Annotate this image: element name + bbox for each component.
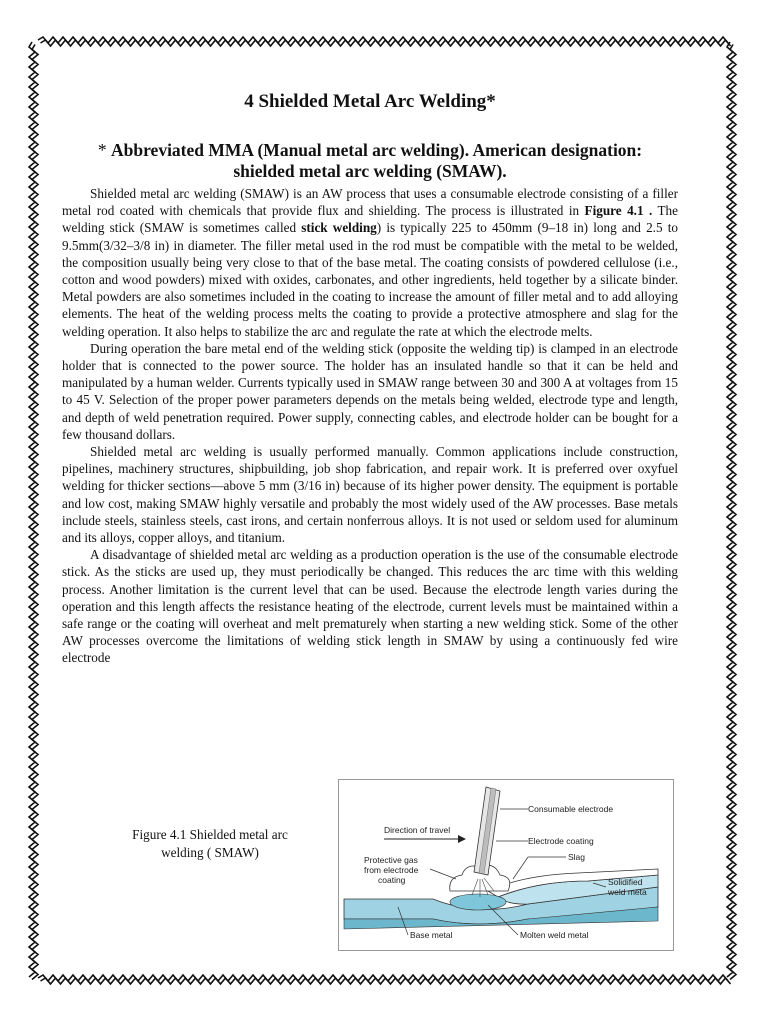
figure-caption-line-1: Figure 4.1 Shielded metal arc — [132, 827, 288, 842]
border-right — [727, 42, 736, 980]
label-consumable-electrode: Consumable electrode — [528, 804, 614, 814]
label-protective-gas-3: coating — [378, 875, 406, 885]
figure-caption — [105, 826, 315, 862]
paragraph-1-text-a: Shielded metal arc welding (SMAW) is an AW process that uses a consumable electrode consisting of a filler metal rod coated with chemicals that provide flux and shielding. The process is illustrated in — [62, 186, 678, 219]
label-protective-gas-2: from electrode — [364, 865, 419, 875]
paragraph-1-text-d: ) is typically 225 to 450mm (9–18 in) long and 2.5 to 9.5mm(3/32–3/8 in) in diameter. The filler metal used in the rod must be compatible with the metal to be welded, the composition usually being very close to that of the base metal. The coating consists of powdered cellulose (i.e., cotton and wood powders) mixed with oxides, carbonates, and other ingredients, held together by a silicate binder. Metal powders are also sometimes included in the coating to increase the amount of filler metal and to add alloying elements. The heat of the welding process melts the coating to provide a protective atmosphere and slag for the welding operation. It also helps to stabilize the arc and regulate the rate at which the electrode melts. — [62, 220, 678, 339]
label-direction-of-travel: Direction of travel — [384, 825, 451, 835]
label-protective-gas-1: Protective gas — [364, 855, 418, 865]
figure-caption-line-2: welding ( SMAW) — [161, 845, 259, 860]
paragraph-2: During operation the bare metal end of the welding stick (opposite the welding tip) is clamped in an electrode holder that is connected to the power source. The holder has an insulated handle so that it can be held and manipulated by a human welder. Currents typically used in SMAW range between 30 and 300 A at voltages from 15 to 45 V. Selection of the proper power parameters depends on the metals being welded, electrode type and length, and depth of weld penetration required. Power supply, connecting cables, and electrode holder can be bought for a few thousand dollars. — [62, 340, 678, 442]
paragraph-1 — [62, 185, 678, 340]
paragraph-4: A disadvantage of shielded metal arc welding as a production operation is the use of the consumable electrode stick. As the sticks are used up, they must periodically be changed. This reduces the arc time with this welding process. Another limitation is the current level that can be used. Because the electrode length varies during the operation and this length affects the resistance heating of the electrode, current levels must be maintained within a safe range or the coating will overheat and melt prematurely when starting a new welding stick. Some of the other AW processes overcome the limitations of welding stick length in SMAW by using a continuously fed wire electrode — [62, 547, 678, 666]
label-electrode-coating: Electrode coating — [528, 836, 594, 846]
subtitle-star: * — [97, 140, 111, 160]
label-molten-weld-metal: Molten weld metal — [520, 930, 589, 940]
subtitle-line-1: Abbreviated MMA (Manual metal arc welding). American designation: — [111, 140, 643, 160]
paragraph-1-text-c: The welding stick (SMAW is sometimes called — [62, 203, 678, 236]
figure-reference: Figure 4.1 . — [584, 203, 653, 219]
paragraph-3: Shielded metal arc welding is usually performed manually. Common applications include construction, pipelines, machinery structures, shipbuilding, job shop fabrication, and repair work. It is preferred over oxyfuel welding for thicker sections—above 5 mm (3/16 in) because of its higher power density. The equipment is portable and low cost, making SMAW highly versatile and probably the most widely used of the AW processes. Base metals include steels, stainless steels, cast irons, and certain nonferrous alloys. It is not used or seldom used for aluminum and its alloys, copper alloys, and titanium. — [62, 444, 678, 546]
stick-welding-term: stick welding — [301, 220, 377, 236]
label-base-metal: Base metal — [410, 930, 453, 940]
border-left — [29, 42, 38, 980]
subtitle-line-2: shielded metal arc welding (SMAW). — [233, 161, 507, 181]
subtitle — [62, 140, 678, 182]
molten-pool-shape — [450, 894, 506, 910]
smaw-diagram — [338, 779, 674, 951]
label-solidified-1: Solidified — [608, 877, 643, 887]
label-solidified-2: weld meta — [608, 887, 647, 897]
label-slag: Slag — [568, 852, 586, 862]
page-title: 4 Shielded Metal Arc Welding* — [244, 91, 496, 112]
border-bottom — [38, 975, 731, 984]
border-top — [38, 37, 731, 46]
document-page — [62, 90, 678, 667]
